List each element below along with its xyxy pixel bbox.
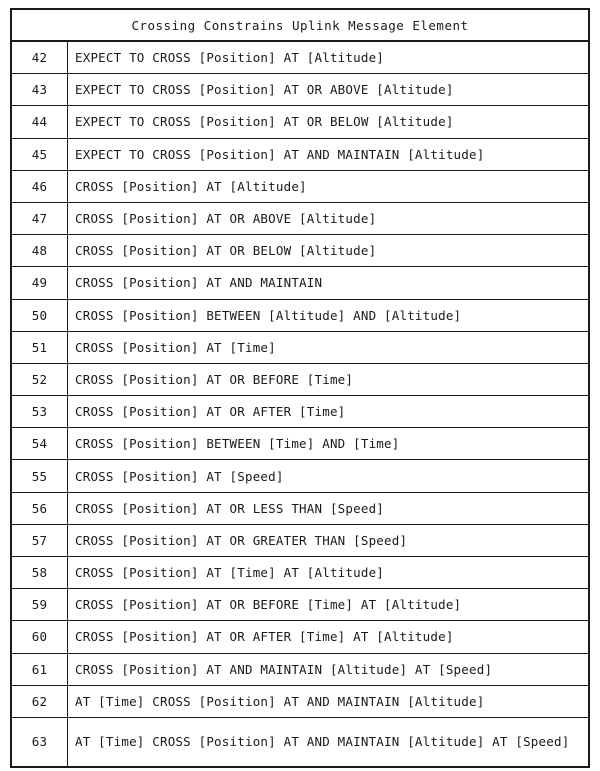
message-text: EXPECT TO CROSS [Position] AT [Altitude] (68, 42, 589, 74)
message-text: CROSS [Position] AT [Speed] (68, 460, 589, 492)
message-text: CROSS [Position] AT AND MAINTAIN [Altitude] AT [Speed] (68, 653, 589, 685)
message-number: 63 (12, 717, 68, 766)
table-row (12, 685, 588, 717)
message-text: CROSS [Position] AT OR BEFORE [Time] (68, 363, 589, 395)
message-text: CROSS [Position] BETWEEN [Time] AND [Time] (68, 428, 589, 460)
message-text: AT [Time] CROSS [Position] AT AND MAINTAIN [Altitude] AT [Speed] (75, 734, 570, 750)
table-row (12, 299, 588, 331)
table-body (12, 42, 588, 766)
message-text: CROSS [Position] AT OR BEFORE [Time] AT [Altitude] (68, 589, 589, 621)
message-text: CROSS [Position] AT OR ABOVE [Altitude] (68, 202, 589, 234)
message-number: 44 (12, 106, 68, 138)
message-number: 55 (12, 460, 68, 492)
table-row (12, 138, 588, 170)
message-number: 48 (12, 235, 68, 267)
message-text: CROSS [Position] AT AND MAINTAIN (68, 267, 589, 299)
table-row (12, 331, 588, 363)
message-number: 53 (12, 396, 68, 428)
message-number: 58 (12, 557, 68, 589)
table-row (12, 363, 588, 395)
table-row (12, 202, 588, 234)
message-text: CROSS [Position] AT OR AFTER [Time] (68, 396, 589, 428)
table-row (12, 74, 588, 106)
message-text: EXPECT TO CROSS [Position] AT AND MAINTAIN [Altitude] (68, 138, 589, 170)
message-number: 43 (12, 74, 68, 106)
table-row (12, 396, 588, 428)
message-text: AT [Time] CROSS [Position] AT AND MAINTAIN [Altitude] (68, 685, 589, 717)
message-number: 51 (12, 331, 68, 363)
message-number: 42 (12, 42, 68, 74)
table-title: Crossing Constrains Uplink Message Element (12, 10, 588, 42)
uplink-message-table (10, 8, 590, 768)
table-row (12, 653, 588, 685)
table-row (12, 42, 588, 74)
message-number: 54 (12, 428, 68, 460)
message-number: 62 (12, 685, 68, 717)
table-row (12, 235, 588, 267)
message-number: 50 (12, 299, 68, 331)
table-row (12, 492, 588, 524)
table-row (12, 717, 588, 766)
message-number: 52 (12, 363, 68, 395)
message-text: EXPECT TO CROSS [Position] AT OR ABOVE [Altitude] (68, 74, 589, 106)
message-number: 45 (12, 138, 68, 170)
table-row (12, 170, 588, 202)
message-text: CROSS [Position] AT [Time] (68, 331, 589, 363)
message-text: EXPECT TO CROSS [Position] AT OR BELOW [Altitude] (68, 106, 589, 138)
message-number: 60 (12, 621, 68, 653)
message-number: 46 (12, 170, 68, 202)
table-row (12, 106, 588, 138)
message-text: CROSS [Position] AT OR AFTER [Time] AT [Altitude] (68, 621, 589, 653)
table-row (12, 428, 588, 460)
table-row (12, 524, 588, 556)
table-row (12, 460, 588, 492)
message-number: 57 (12, 524, 68, 556)
message-text: CROSS [Position] AT [Time] AT [Altitude] (68, 557, 589, 589)
message-number: 61 (12, 653, 68, 685)
table-row (12, 267, 588, 299)
message-text: CROSS [Position] AT OR GREATER THAN [Speed] (68, 524, 589, 556)
table-row (12, 621, 588, 653)
table-row (12, 557, 588, 589)
message-text: CROSS [Position] AT OR LESS THAN [Speed] (68, 492, 589, 524)
message-text: CROSS [Position] AT [Altitude] (68, 170, 589, 202)
message-text: CROSS [Position] AT OR BELOW [Altitude] (68, 235, 589, 267)
message-text: CROSS [Position] BETWEEN [Altitude] AND [Altitude] (68, 299, 589, 331)
message-number: 59 (12, 589, 68, 621)
table-row (12, 589, 588, 621)
message-element-table (12, 42, 588, 766)
message-number: 47 (12, 202, 68, 234)
message-number: 49 (12, 267, 68, 299)
message-number: 56 (12, 492, 68, 524)
